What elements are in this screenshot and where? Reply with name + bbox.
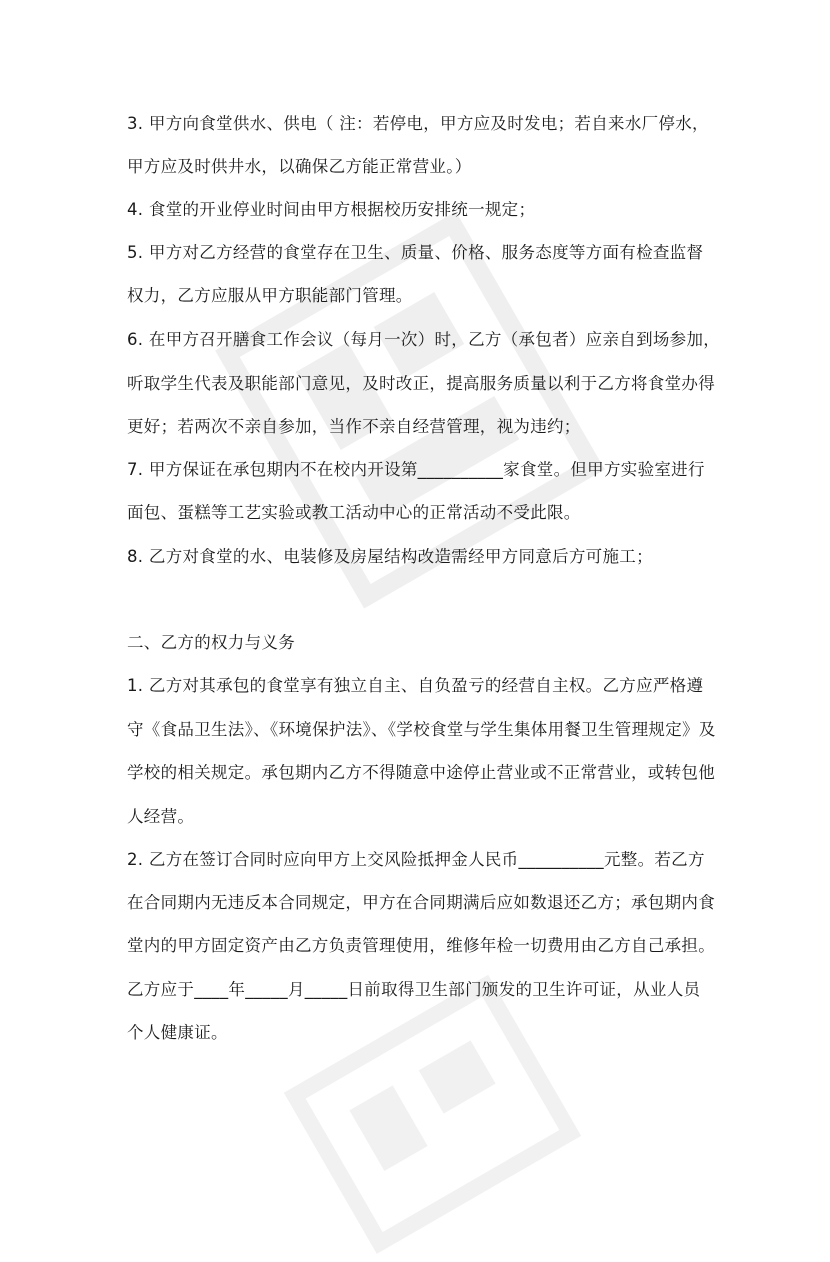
- party-b-clause-2-line-4: 乙方应于____年_____月_____日前取得卫生部门颁发的卫生许可证，从业人员: [127, 980, 701, 999]
- watermark-logo-icon: [267, 958, 592, 1261]
- party-b-clause-1-line-2: 守《食品卫生法》、《环境保护法》、《学校食堂与学生集体用餐卫生管理规定》及: [127, 720, 716, 739]
- clause-3-line-1: 3. 甲方向食堂供水、供电（ 注：若停电，甲方应及时发电；若自来水厂停水，: [127, 114, 709, 133]
- clause-4: 4. 食堂的开业停业时间由甲方根据校历安排统一规定；: [127, 200, 536, 219]
- party-b-clause-1-line-4: 人经营。: [127, 807, 195, 826]
- clause-6-line-3: 更好；若两次不亲自参加，当作不亲自经营管理，视为违约；: [127, 417, 581, 436]
- party-b-clause-2-line-5: 个人健康证。: [127, 1023, 228, 1042]
- clause-5-line-2: 权力，乙方应服从甲方职能部门管理。: [127, 286, 413, 305]
- clause-8: 8. 乙方对食堂的水、电装修及房屋结构改造需经甲方同意后方可施工；: [127, 547, 653, 566]
- party-b-clause-2-line-1: 2. 乙方在签订合同时应向甲方上交风险抵押金人民币__________元整。若乙方: [127, 850, 705, 869]
- clause-7-line-1: 7. 甲方保证在承包期内不在校内开设第__________家食堂。但甲方实验室进行: [127, 460, 705, 479]
- party-b-clause-2-line-2: 在合同期内无违反本合同规定，甲方在合同期满后应如数退还乙方；承包期内食: [127, 893, 715, 912]
- clause-7-line-2: 面包、蛋糕等工艺实验或教工活动中心的正常活动不受此限。: [127, 503, 581, 522]
- clause-6-line-1: 6. 在甲方召开膳食工作会议（每月一次）时，乙方（承包者）应亲自到场参加，: [127, 330, 721, 349]
- party-b-clause-1-line-1: 1. 乙方对其承包的食堂享有独立自主、自负盈亏的经营自主权。乙方应严格遵: [127, 676, 704, 695]
- clause-5-line-1: 5. 甲方对乙方经营的食堂存在卫生、质量、价格、服务态度等方面有检查监督: [127, 243, 704, 262]
- clause-6-line-2: 听取学生代表及职能部门意见，及时改正，提高服务质量以利于乙方将食堂办得: [127, 374, 715, 393]
- section-heading: 二、乙方的权力与义务: [127, 633, 295, 652]
- party-b-clause-2-line-3: 堂内的甲方固定资产由乙方负责管理使用，维修年检一切费用由乙方自己承担。: [127, 936, 715, 955]
- clause-3-line-2: 甲方应及时供井水，以确保乙方能正常营业。）: [127, 157, 472, 176]
- party-b-clause-1-line-3: 学校的相关规定。承包期内乙方不得随意中途停止营业或不正常营业，或转包他: [127, 763, 715, 782]
